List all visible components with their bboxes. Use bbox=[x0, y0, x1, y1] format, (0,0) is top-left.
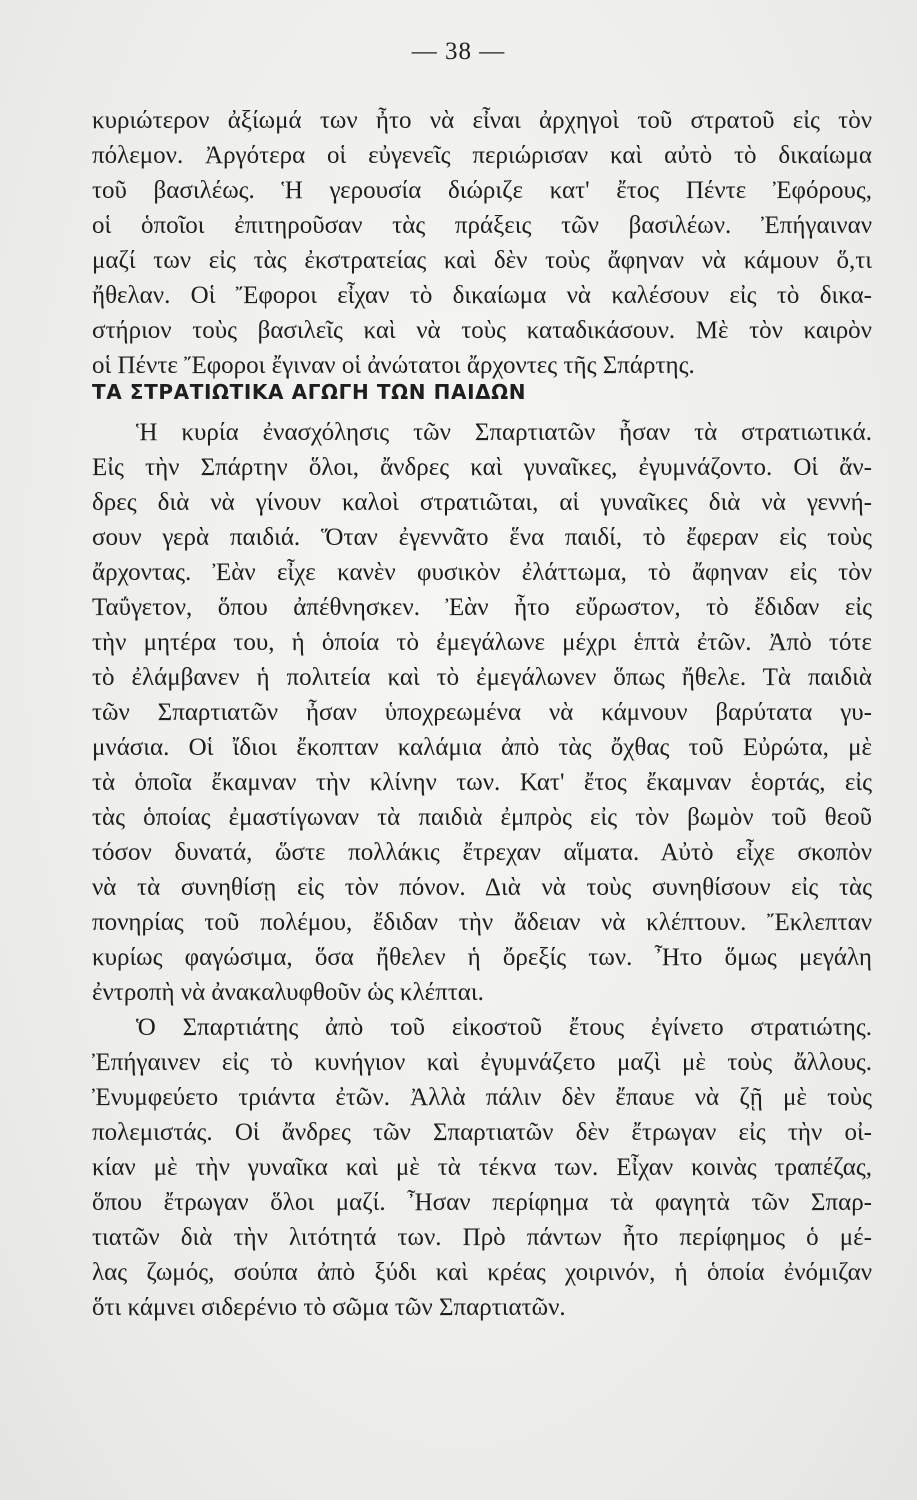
text-line: Ὁ Σπαρτιάτης ἀπὸ τοῦ εἰκοστοῦ ἔτους ἐγίνετο στρατιώτης. bbox=[136, 1014, 872, 1041]
text-line: μαζί των εἰς τὰς ἐκστρατείας καὶ δὲν τοὺς ἄφηναν νὰ κάμουν ὅ,τι bbox=[92, 247, 872, 274]
text-line: τόσον δυνατά, ὥστε πολλάκις ἔτρεχαν αἵματα. Αὐτὸ εἶχε σκοπὸν bbox=[92, 839, 872, 866]
text-line: Ἡ κυρία ἐνασχόλησις τῶν Σπαρτιατῶν ἦσαν τὰ στρατιωτικά. bbox=[136, 419, 872, 446]
text-line: ὅτι κάμνει σιδερένιο τὸ σῶμα τῶν Σπαρτιατῶν. bbox=[92, 1294, 566, 1321]
text-line: ἐντροπὴ νὰ ἀνακαλυφθοῦν ὡς κλέπται. bbox=[92, 979, 484, 1006]
text-line: Ἐπήγαινεν εἰς τὸ κυνήγιον καὶ ἐγυμνάζετο μαζὶ μὲ τοὺς ἄλλους. bbox=[92, 1049, 872, 1076]
text-line: στήριον τοὺς βασιλεῖς καὶ νὰ τοὺς καταδικάσουν. Μὲ τὸν καιρὸν bbox=[92, 317, 872, 344]
text-line: ἄρχοντας. Ἐὰν εἶχε κανὲν φυσικὸν ἐλάττωμα, τὸ ἄφηναν εἰς τὸν bbox=[92, 559, 872, 586]
text-line: πονηρίας τοῦ πολέμου, ἔδιδαν τὴν ἄδειαν νὰ κλέπτουν. Ἔκλεπταν bbox=[92, 909, 872, 936]
text-line: τοῦ βασιλέως. Ἡ γερουσία διώριζε κατ' ἔτος Πέντε Ἐφόρους, bbox=[92, 177, 872, 204]
text-line: κυριώτερον ἀξίωμά των ἦτο νὰ εἶναι ἀρχηγοὶ τοῦ στρατοῦ εἰς τὸν bbox=[92, 107, 872, 134]
text-line: κυρίως φαγώσιμα, ὅσα ἤθελεν ἡ ὄρεξίς των. Ἦτο ὅμως μεγάλη bbox=[92, 944, 872, 971]
text-line: σουν γερὰ παιδιά. Ὅταν ἐγεννᾶτο ἕνα παιδί, τὸ ἔφεραν εἰς τοὺς bbox=[92, 524, 872, 551]
text-line: τὴν μητέρα του, ἡ ὁποία τὸ ἐμεγάλωνε μέχρι ἑπτὰ ἐτῶν. Ἀπὸ τότε bbox=[92, 629, 872, 656]
text-line: ὅπου ἔτρωγαν ὅλοι μαζί. Ἦσαν περίφημα τὰ φαγητὰ τῶν Σπαρ- bbox=[92, 1189, 872, 1216]
text-line: λας ζωμός, σούπα ἀπὸ ξύδι καὶ κρέας χοιρινόν, ἡ ὁποία ἐνόμιζαν bbox=[92, 1259, 872, 1286]
page-number: — 38 — bbox=[411, 38, 506, 65]
text-line: ἤθελαν. Οἱ Ἔφοροι εἶχαν τὸ δικαίωμα νὰ καλέσουν εἰς τὸ δικα- bbox=[92, 282, 872, 309]
section-heading: ΤΑ ΣΤΡΑΤΙΩΤΙΚΑ ΑΓΩΓΗ ΤΩΝ ΠΑΙΔΩΝ bbox=[92, 380, 527, 404]
text-line: μνάσια. Οἱ ἴδιοι ἔκοπταν καλάμια ἀπὸ τὰς ὄχθας τοῦ Εὐρώτα, μὲ bbox=[92, 734, 872, 761]
text-line: τὰ ὁποῖα ἔκαμναν τὴν κλίνην των. Κατ' ἔτος ἔκαμναν ἑορτάς, εἰς bbox=[92, 769, 872, 796]
text-line: οἱ Πέντε Ἔφοροι ἔγιναν οἱ ἀνώτατοι ἄρχοντες τῆς Σπάρτης. bbox=[92, 352, 695, 379]
text-line: οἱ ὁποῖοι ἐπιτηροῦσαν τὰς πράξεις τῶν βασιλέων. Ἐπήγαιναν bbox=[92, 212, 872, 239]
text-line: Ταΰγετον, ὅπου ἀπέθνησκεν. Ἐὰν ἦτο εὔρωστον, τὸ ἔδιδαν εἰς bbox=[92, 594, 872, 621]
text-line: τιατῶν διὰ τὴν λιτότητά των. Πρὸ πάντων ἦτο περίφημος ὁ μέ- bbox=[92, 1224, 872, 1251]
text-line: τὰς ὁποίας ἐμαστίγωναν τὰ παιδιὰ ἐμπρὸς εἰς τὸν βωμὸν τοῦ θεοῦ bbox=[92, 804, 872, 831]
text-line: πολεμιστάς. Οἱ ἄνδρες τῶν Σπαρτιατῶν δὲν ἔτρωγαν εἰς τὴν οἰ- bbox=[92, 1119, 872, 1146]
text-line: νὰ τὰ συνηθίσῃ εἰς τὸν πόνον. Διὰ νὰ τοὺς συνηθίσουν εἰς τὰς bbox=[92, 874, 872, 901]
text-line: Εἰς τὴν Σπάρτην ὅλοι, ἄνδρες καὶ γυναῖκες, ἐγυμνάζοντο. Οἱ ἄν- bbox=[92, 454, 872, 481]
text-line: τὸ ἐλάμβανεν ἡ πολιτεία καὶ τὸ ἐμεγάλωνεν ὅπως ἤθελε. Τὰ παιδιὰ bbox=[92, 664, 872, 691]
paragraph-block bbox=[92, 415, 872, 1325]
text-line: δρες διὰ νὰ γίνουν καλοὶ στρατιῶται, αἱ γυναῖκες διὰ νὰ γεννή- bbox=[92, 489, 872, 516]
paragraph-block bbox=[92, 103, 872, 383]
text-line: Ἐνυμφεύετο τριάντα ἐτῶν. Ἀλλὰ πάλιν δὲν ἔπαυε νὰ ζῇ μὲ τοὺς bbox=[92, 1084, 872, 1111]
text-line: κίαν μὲ τὴν γυναῖκα καὶ μὲ τὰ τέκνα των. Εἶχαν κοινὰς τραπέζας, bbox=[92, 1154, 872, 1181]
text-line: πόλεμον. Ἀργότερα οἱ εὐγενεῖς περιώρισαν καὶ αὐτὸ τὸ δικαίωμα bbox=[92, 142, 872, 169]
text-line: τῶν Σπαρτιατῶν ἦσαν ὑποχρεωμένα νὰ κάμνουν βαρύτατα γυ- bbox=[92, 699, 872, 726]
